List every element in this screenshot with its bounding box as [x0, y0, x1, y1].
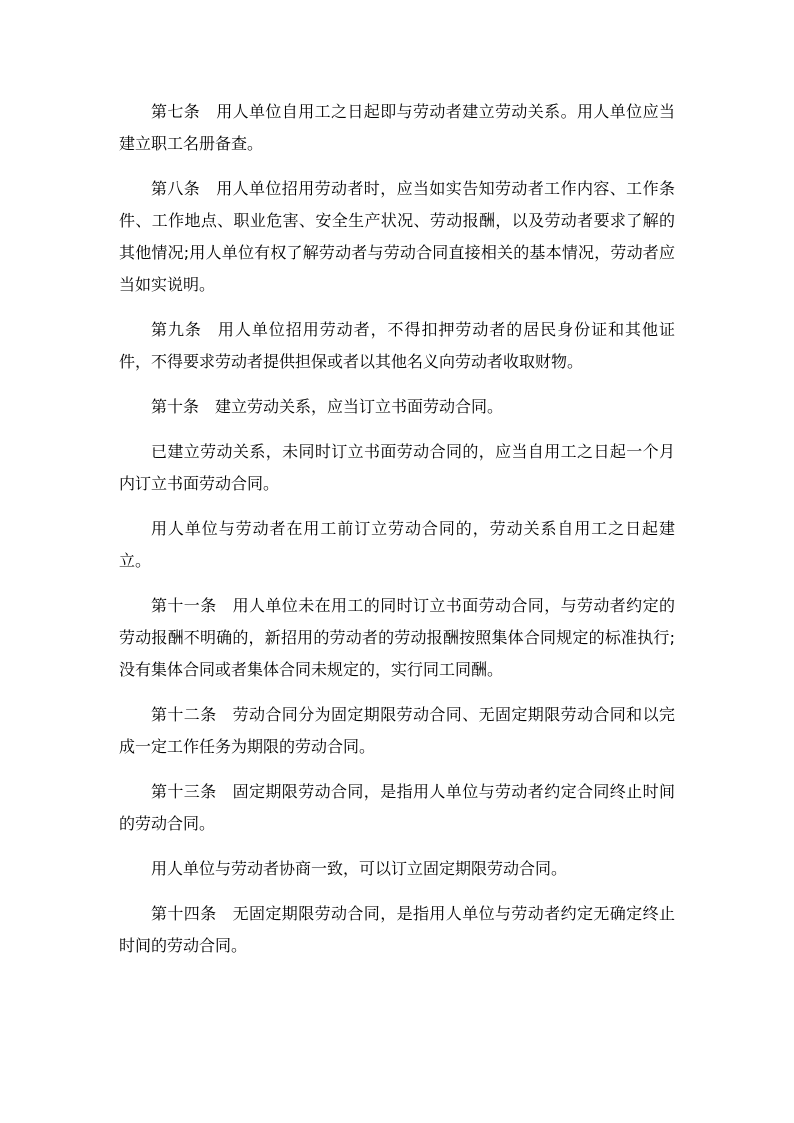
article-number: 第十二条 — [151, 705, 217, 724]
paragraph-text: 用人单位与劳动者在用工前订立劳动合同的，劳动关系自用工之日起建立。 — [119, 519, 675, 570]
paragraph-art-9 — [119, 314, 675, 378]
article-number: 第十一条 — [151, 596, 217, 615]
paragraph-art-11 — [119, 590, 675, 686]
paragraph-art-13-sub-1 — [119, 853, 675, 885]
paragraph-art-12 — [119, 699, 675, 763]
paragraph-art-10-sub-2 — [119, 513, 675, 577]
article-number: 第十条 — [151, 397, 200, 416]
paragraph-text: 建立劳动关系，应当订立书面劳动合同。 — [215, 397, 504, 416]
paragraph-art-10 — [119, 391, 675, 423]
paragraph-text: 用人单位自用工之日起即与劳动者建立劳动关系。用人单位应当建立职工名册备查。 — [119, 102, 675, 153]
paragraph-art-10-sub-1 — [119, 436, 675, 500]
paragraph-text: 用人单位与劳动者协商一致，可以订立固定期限劳动合同。 — [151, 859, 568, 878]
paragraph-art-7 — [119, 96, 675, 160]
document-body — [119, 96, 675, 975]
article-number: 第十三条 — [151, 782, 217, 801]
paragraph-text: 已建立劳动关系，未同时订立书面劳动合同的，应当自用工之日起一个月内订立书面劳动合同。 — [119, 442, 675, 493]
paragraph-art-13 — [119, 776, 675, 840]
paragraph-text: 固定期限劳动合同，是指用人单位与劳动者约定合同终止时间的劳动合同。 — [119, 782, 675, 833]
paragraph-art-8 — [119, 173, 675, 301]
paragraph-text: 用人单位未在用工的同时订立书面劳动合同，与劳动者约定的劳动报酬不明确的，新招用的劳动者的劳动报酬按照集体合同规定的标准执行;没有集体合同或者集体合同未规定的，实行同工同酬。 — [119, 596, 675, 679]
article-number: 第七条 — [151, 102, 201, 121]
paragraph-text: 劳动合同分为固定期限劳动合同、无固定期限劳动合同和以完成一定工作任务为期限的劳动合同。 — [119, 705, 675, 756]
article-number: 第八条 — [151, 179, 201, 198]
paragraph-text: 用人单位招用劳动者，不得扣押劳动者的居民身份证和其他证件，不得要求劳动者提供担保或者以其他名义向劳动者收取财物。 — [119, 320, 675, 371]
article-number: 第九条 — [151, 320, 202, 339]
paragraph-text: 用人单位招用劳动者时，应当如实告知劳动者工作内容、工作条件、工作地点、职业危害、安全生产状况、劳动报酬，以及劳动者要求了解的其他情况;用人单位有权了解劳动者与劳动合同直接相关的基本情况，劳动者应当如实说明。 — [119, 179, 675, 294]
article-number: 第十四条 — [151, 904, 217, 923]
paragraph-art-14 — [119, 898, 675, 962]
paragraph-text: 无固定期限劳动合同，是指用人单位与劳动者约定无确定终止时间的劳动合同。 — [119, 904, 675, 955]
